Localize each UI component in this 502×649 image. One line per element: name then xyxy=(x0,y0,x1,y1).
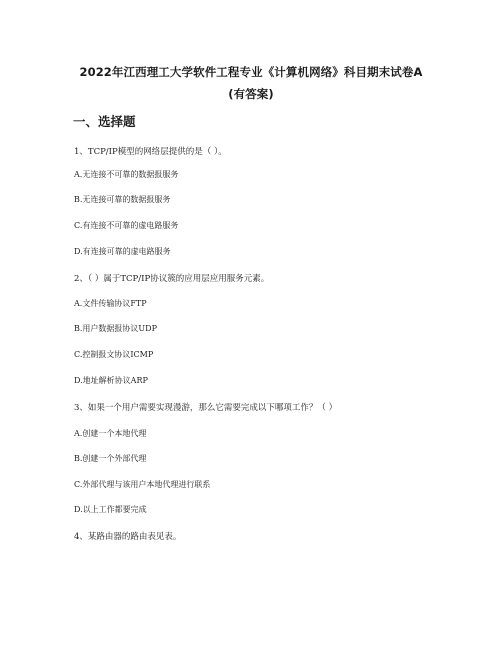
answer-option: D.地址解析协议ARP xyxy=(74,376,148,385)
answer-option: B.创建一个外部代理 xyxy=(74,454,147,463)
question-stem: 1、TCP/IP模型的网络层提供的是（ ）。 xyxy=(74,147,227,157)
document-subtitle: (有答案) xyxy=(228,87,274,101)
answer-option: C.控制报文协议ICMP xyxy=(74,350,154,359)
answer-option: B.用户数据报协议UDP xyxy=(74,324,157,333)
answer-option: C.外部代理与该用户本地代理进行联系 xyxy=(74,480,211,489)
answer-option: A.文件传输协议FTP xyxy=(74,299,147,308)
answer-option: D.有连接可靠的虚电路服务 xyxy=(74,247,171,256)
answer-option: A.创建一个本地代理 xyxy=(74,429,147,438)
answer-option: D.以上工作都要完成 xyxy=(74,505,147,514)
question-stem: 4、某路由器的路由表见表。 xyxy=(74,532,182,542)
answer-option: A.无连接不可靠的数据报服务 xyxy=(74,170,179,179)
section-heading: 一、选择题 xyxy=(73,114,136,129)
answer-option: B.无连接可靠的数据报服务 xyxy=(74,195,171,204)
question-stem: 2、（ ）属于TCP/IP协议簇的应用层应用服务元素。 xyxy=(74,274,270,284)
question-stem: 3、如果一个用户需要实现漫游，那么它需要完成以下哪项工作？（ ） xyxy=(74,403,338,413)
document-title: 2022年江西理工大学软件工程专业《计算机网络》科目期末试卷A xyxy=(79,65,423,79)
answer-option: C.有连接不可靠的虚电路服务 xyxy=(74,221,179,230)
